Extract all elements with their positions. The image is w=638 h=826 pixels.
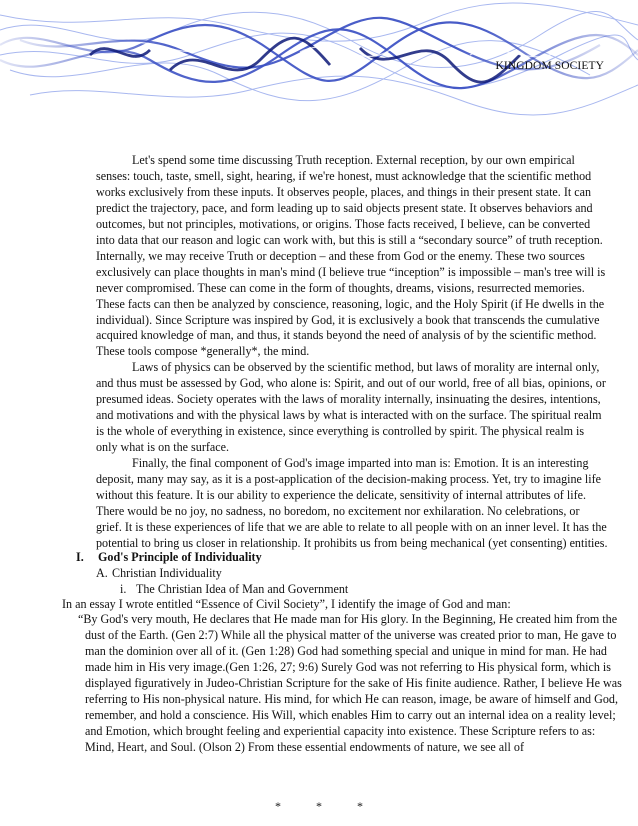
- essay-intro: In an essay I wrote entitled “Essence of Civil Society”, I identify the image of God and man:: [62, 597, 511, 611]
- section-outline: [76, 550, 348, 598]
- outline-heading: Christian Individuality: [112, 565, 222, 580]
- block-quote: “By God's very mouth, He declares that He made man for His glory. In the Beginning, He created him from the dust of the Earth. (Gen 2:7) While all the physical matter of the universe was created prior to man, He gave to man the dominion over all of it. (Gen 1:28) God had something special and unique in mind for man. He had made him in His very image.(Gen 1:26, 27; 9:6) Surely God was not referring to His physical form, which is displayed figuratively in Judeo-Christian Scripture for the sake of His finite audience. Rather, I believe He was referring to His non-physical nature. His mind, for which He can reason, image, be aware of himself and God, remember, and hold a conscience. His Will, which enables Him to carry out an internal idea on a reality level; and Emotion, which brought feeling and experiential capacity into existence. These Scripture refers to as: Mind, Heart, and Soul. (Olson 2) From these essential endowments of nature, we see all of: [78, 612, 622, 754]
- footer-star: *: [357, 799, 363, 813]
- paragraph: Finally, the final component of God's image imparted into man is: Emotion. It is an interesting deposit, many may say, as it is a post-application of the decision-making process. Yet, try to imagine life without this feature. It is our ability to experience the delicate, sensitivity of internal attributes of life. There would be no joy, no sadness, no boredom, no excitement nor exhilaration. No celebrations, or grief. It is these experiences of life that we are able to relate to all people with on an inner level. It has the potential to bring us closer in relationship. It prohibits us from being mechanical (yet consenting) entities.: [96, 456, 608, 550]
- outline-level-3: [76, 582, 348, 598]
- outline-level-2: [76, 566, 348, 582]
- paragraph: Let's spend some time discussing Truth reception. External reception, by our own empirical senses: touch, taste, smell, sight, hearing, if we're honest, must acknowledge that the scientific method works exclusively from these inputs. It observes people, places, and things in their present state. It can predict the trajectory, pace, and form leading up to said objects present state. It observes behaviors and outcomes, but not principles, motivations, or origins. Those facts received, I believe, can be converted into data that our reason and logic can work with, but this is still a “secondary source” of truth reception. Internally, we may receive Truth or deception – and these from God or the enemy. These two sources exclusively can place thoughts in man's mind (I believe true “inception” is impossible – man's tree will is never compromised. These can come in the form of thoughts, dreams, visions, resurrected memories. These facts can then be analyzed by conscience, reasoning, logic, and the Holy Spirit (if He dwells in the individual). Since Scripture was inspired by God, it is exclusively a book that transcends the cumulative acquired knowledge of man, and thus, it stands beyond the need of analysis of by the scientific method. These tools compose *generally*, the mind.: [96, 153, 606, 359]
- running-header: KINGDOM SOCIETY: [495, 60, 604, 72]
- outline-number: I.: [76, 550, 84, 564]
- footer-star: *: [275, 799, 281, 813]
- outline-heading: The Christian Idea of Man and Government: [136, 581, 349, 596]
- outline-level-1: [76, 550, 348, 566]
- outline-number: i.: [120, 581, 127, 596]
- page-footer-stars: [0, 799, 638, 814]
- footer-star: *: [316, 799, 322, 813]
- body-text: [96, 153, 608, 552]
- outline-heading: God's Principle of Individuality: [98, 550, 262, 564]
- outline-number: A.: [96, 565, 108, 580]
- paragraph: Laws of physics can be observed by the scientific method, but laws of morality are internal only, and thus must be assessed by God, who alone is: Spirit, and out of our world, free of all bias, opinions, or presumed ideas. Society operates with the laws of morality internally, insinuating the desires, intentions, and motivations and with the physical laws by what is interacted with on the surface. The spiritual realm is the whole of everything in existence, since everything is controlled by spirit. The physical realm is only what is on the surface.: [96, 360, 606, 455]
